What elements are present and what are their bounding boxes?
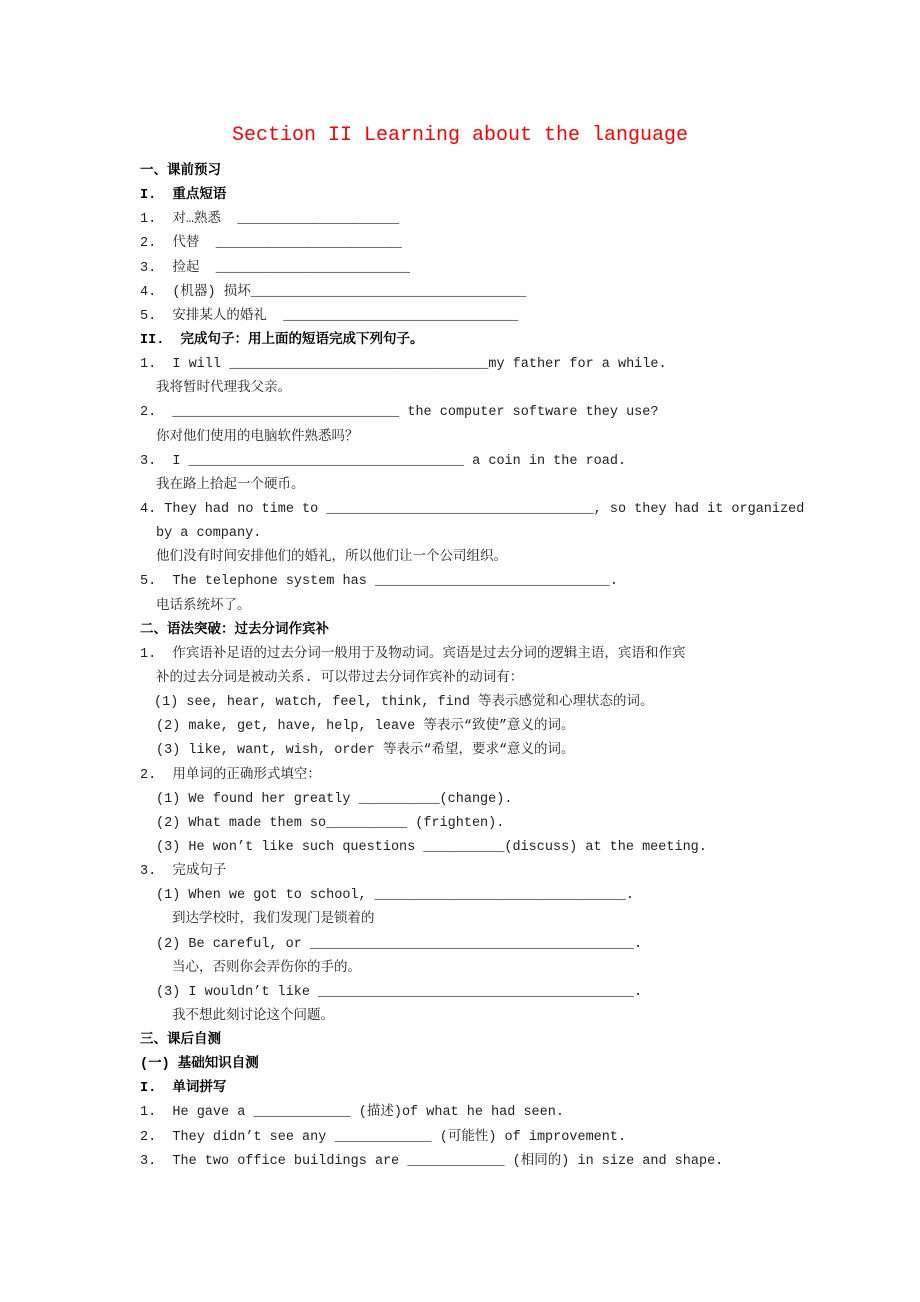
- worksheet-line: (1) see, hear, watch, feel, think, find 等表示感觉和心理状态的词。: [154, 695, 654, 711]
- worksheet-line: (3) He won’t like such questions __________(discuss) at the meeting.: [156, 839, 707, 855]
- worksheet-line: 2. 用单词的正确形式填空：: [140, 767, 321, 783]
- section-heading: (一) 基础知识自测: [140, 1057, 259, 1073]
- section-heading: 二、语法突破：过去分词作宾补: [140, 622, 329, 638]
- worksheet-line: 他们没有时间安排他们的婚礼，所以他们让一个公司组织。: [156, 550, 507, 566]
- worksheet-line: 1. 作宾语补足语的过去分词一般用于及物动词。宾语是过去分词的逻辑主语，宾语和作宾: [140, 646, 686, 662]
- worksheet-line: 3. 捡起 ________________________: [140, 260, 411, 276]
- worksheet-line: 2. ____________________________ the computer software they use?: [140, 405, 659, 421]
- worksheet-line: 电话系统坏了。: [156, 598, 251, 614]
- worksheet-line: 4. They had no time to _________________________________, so they had it organized: [140, 501, 805, 517]
- worksheet-line: 补的过去分词是被动关系. 可以带过去分词作宾补的动词有：: [156, 670, 524, 686]
- worksheet-line: (1) When we got to school, _______________________________.: [156, 888, 634, 904]
- section-heading: 三、课后自测: [140, 1033, 221, 1049]
- worksheet-body: [140, 160, 805, 1174]
- worksheet-line: 2. They didn’t see any ____________ (可能性) of improvement.: [140, 1129, 627, 1145]
- worksheet-line: 4. (机器) 损坏__________________________________: [140, 284, 527, 300]
- worksheet-line: 当心，否则你会弄伤你的手的。: [172, 960, 361, 976]
- worksheet-line: (1) We found her greatly __________(change).: [156, 791, 513, 807]
- worksheet-line: 1. 对…熟悉 ____________________: [140, 212, 400, 228]
- worksheet-line: 3. 完成句子: [140, 864, 227, 880]
- worksheet-line: 3. The two office buildings are ____________ (相同的) in size and shape.: [140, 1153, 724, 1169]
- worksheet-line: 5. The telephone system has _____________________________.: [140, 574, 618, 590]
- worksheet-line: 到达学校时，我们发现门是锁着的: [172, 912, 375, 928]
- worksheet-line: by a company.: [156, 526, 262, 542]
- worksheet-line: 我不想此刻讨论这个问题。: [172, 1008, 334, 1024]
- section-heading: II. 完成句子：用上面的短语完成下列句子。: [140, 332, 424, 348]
- worksheet-line: (2) make, get, have, help, leave 等表示“致使”意义的词。: [156, 719, 575, 735]
- worksheet-line: 我将暂时代理我父亲。: [156, 381, 291, 397]
- section-heading: 一、课前预习: [140, 164, 221, 179]
- section-heading: I. 单词拼写: [140, 1081, 227, 1097]
- section-heading: I. 重点短语: [140, 188, 227, 204]
- worksheet-line: 我在路上拾起一个硬币。: [156, 477, 305, 493]
- worksheet-line: 5. 安排某人的婚礼 _____________________________: [140, 308, 519, 324]
- worksheet-line: (3) like, want, wish, order 等表示“希望，要求“意义的词。: [156, 743, 575, 759]
- document-title: Section II Learning about the language: [231, 124, 689, 147]
- worksheet-line: (2) Be careful, or ________________________________________.: [156, 936, 643, 952]
- worksheet-line: 3. I __________________________________ a coin in the road.: [140, 453, 627, 469]
- worksheet-line: 1. I will ________________________________my father for a while.: [140, 357, 667, 373]
- worksheet-line: 1. He gave a ____________ (描述)of what he had seen.: [140, 1105, 564, 1121]
- worksheet-line: (3) I wouldn’t like _______________________________________.: [156, 984, 643, 1000]
- worksheet-line: 你对他们使用的电脑软件熟悉吗？: [156, 429, 359, 445]
- worksheet-line: 2. 代替 _______________________: [140, 236, 402, 252]
- worksheet-line: (2) What made them so__________ (frighten).: [156, 815, 505, 831]
